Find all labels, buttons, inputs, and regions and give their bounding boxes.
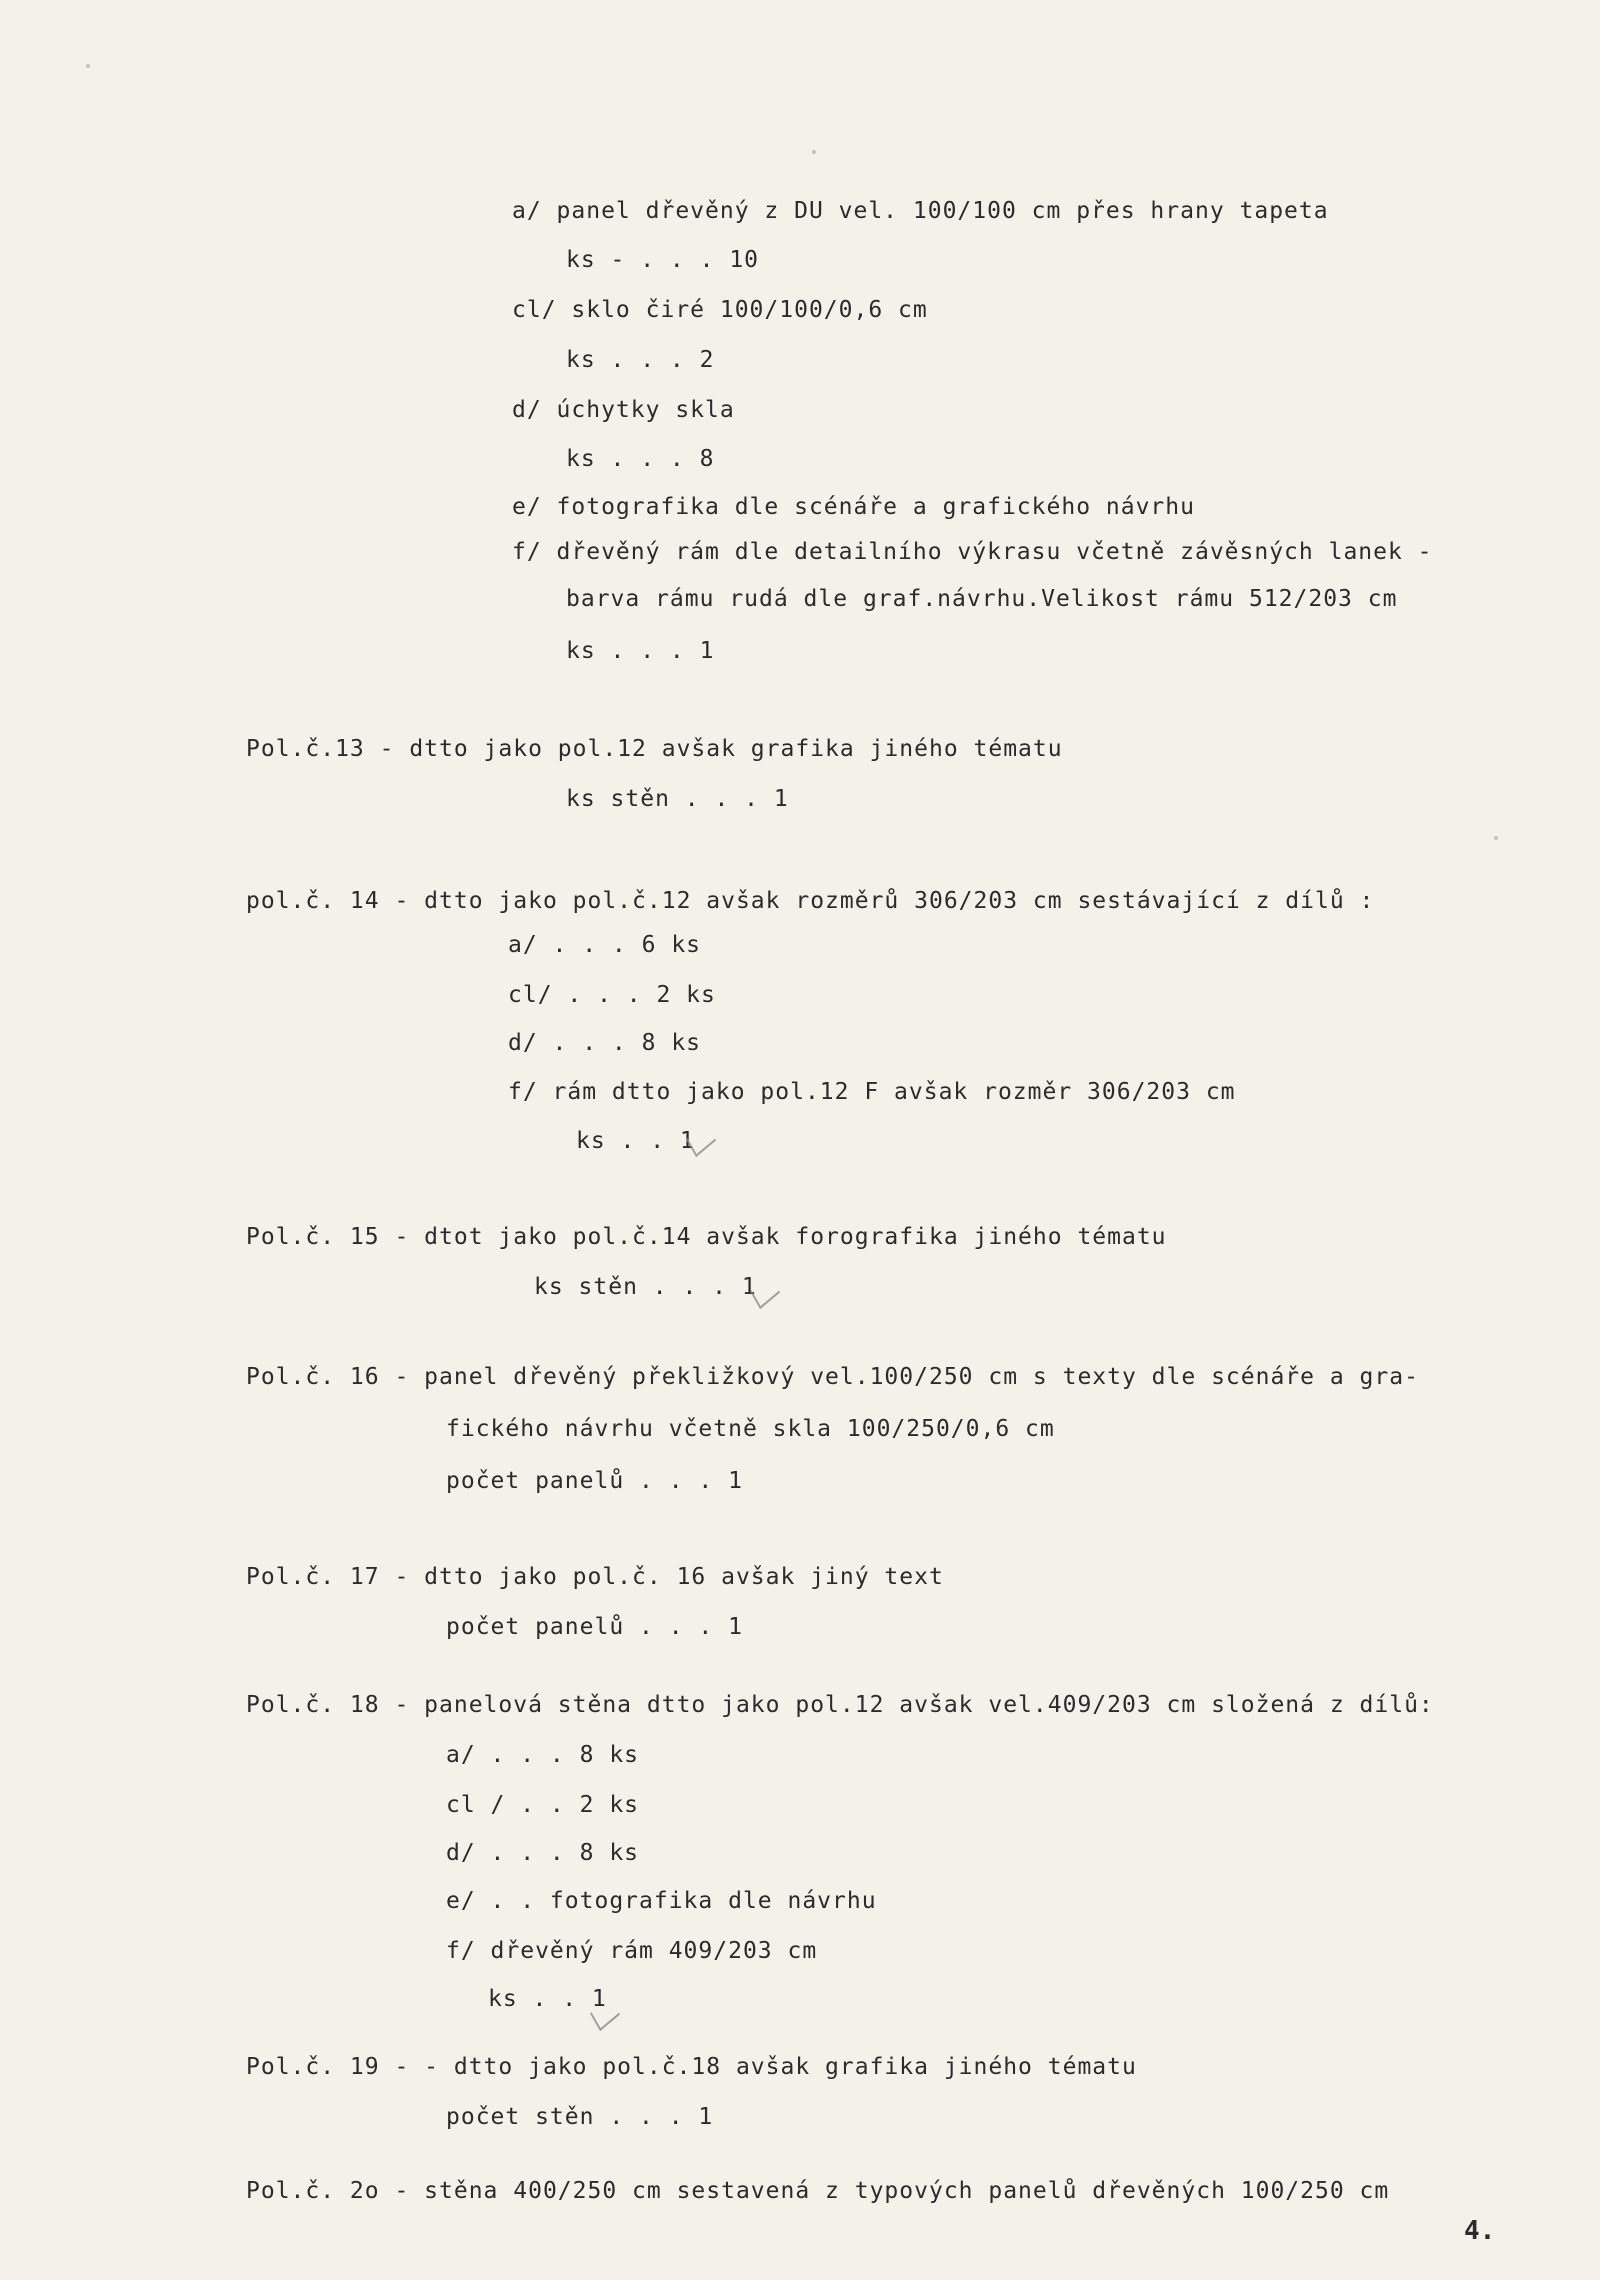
paper-speck	[1494, 836, 1498, 840]
text-line: pol.č. 14 - dtto jako pol.č.12 avšak rozměrů 306/203 cm sestávající z dílů :	[246, 888, 1375, 914]
text-line: ks . . . 2	[566, 347, 715, 373]
text-line: ks - . . . 10	[566, 247, 760, 273]
text-line: a/ . . . 8 ks	[446, 1742, 640, 1768]
text-line: f/ rám dtto jako pol.12 F avšak rozměr 306/203 cm	[508, 1079, 1236, 1105]
text-line: Pol.č. 19 - - dtto jako pol.č.18 avšak grafika jiného tématu	[246, 2054, 1137, 2080]
text-line: ks stěn . . . 1	[534, 1274, 757, 1300]
text-line: cl/ . . . 2 ks	[508, 982, 716, 1008]
text-line: d/ . . . 8 ks	[508, 1030, 702, 1056]
text-line: cl/ sklo čiré 100/100/0,6 cm	[512, 297, 928, 323]
text-line: počet panelů . . . 1	[446, 1468, 743, 1494]
text-line: d/ úchytky skla	[512, 397, 735, 423]
text-line: cl / . . 2 ks	[446, 1792, 640, 1818]
text-line: e/ . . fotografika dle návrhu	[446, 1888, 877, 1914]
text-line: f/ dřevěný rám 409/203 cm	[446, 1938, 818, 1964]
text-line: Pol.č. 2o - stěna 400/250 cm sestavená z typových panelů dřevěných 100/250 cm	[246, 2178, 1390, 2204]
text-line: Pol.č. 16 - panel dřevěný překližkový vel.100/250 cm s texty dle scénáře a gra-	[246, 1364, 1419, 1390]
text-line: f/ dřevěný rám dle detailního výkrasu včetně závěsných lanek -	[512, 539, 1433, 565]
text-line: počet stěn . . . 1	[446, 2104, 714, 2130]
paper-speck	[812, 150, 816, 154]
text-line: d/ . . . 8 ks	[446, 1840, 640, 1866]
text-line: Pol.č.13 - dtto jako pol.12 avšak grafika jiného tématu	[246, 736, 1063, 762]
text-line: Pol.č. 18 - panelová stěna dtto jako pol.12 avšak vel.409/203 cm složená z dílů:	[246, 1692, 1434, 1718]
text-line: e/ fotografika dle scénáře a grafického návrhu	[512, 494, 1195, 520]
text-line: ks . . 1	[576, 1128, 695, 1154]
text-line: a/ panel dřevěný z DU vel. 100/100 cm přes hrany tapeta	[512, 198, 1329, 224]
text-line: ks . . . 1	[566, 638, 715, 664]
text-line: počet panelů . . . 1	[446, 1614, 743, 1640]
text-line: fického návrhu včetně skla 100/250/0,6 cm	[446, 1416, 1055, 1442]
text-line: ks . . . 8	[566, 446, 715, 472]
paper-speck	[86, 64, 90, 68]
text-line: a/ . . . 6 ks	[508, 932, 702, 958]
text-line: ks . . 1	[488, 1986, 607, 2012]
text-line: barva rámu rudá dle graf.návrhu.Velikost rámu 512/203 cm	[566, 586, 1398, 612]
text-line: ks stěn . . . 1	[566, 786, 789, 812]
page-number: 4.	[1464, 2216, 1496, 2246]
text-line: Pol.č. 17 - dtto jako pol.č. 16 avšak jiný text	[246, 1564, 944, 1590]
text-line: Pol.č. 15 - dtot jako pol.č.14 avšak forografika jiného tématu	[246, 1224, 1167, 1250]
